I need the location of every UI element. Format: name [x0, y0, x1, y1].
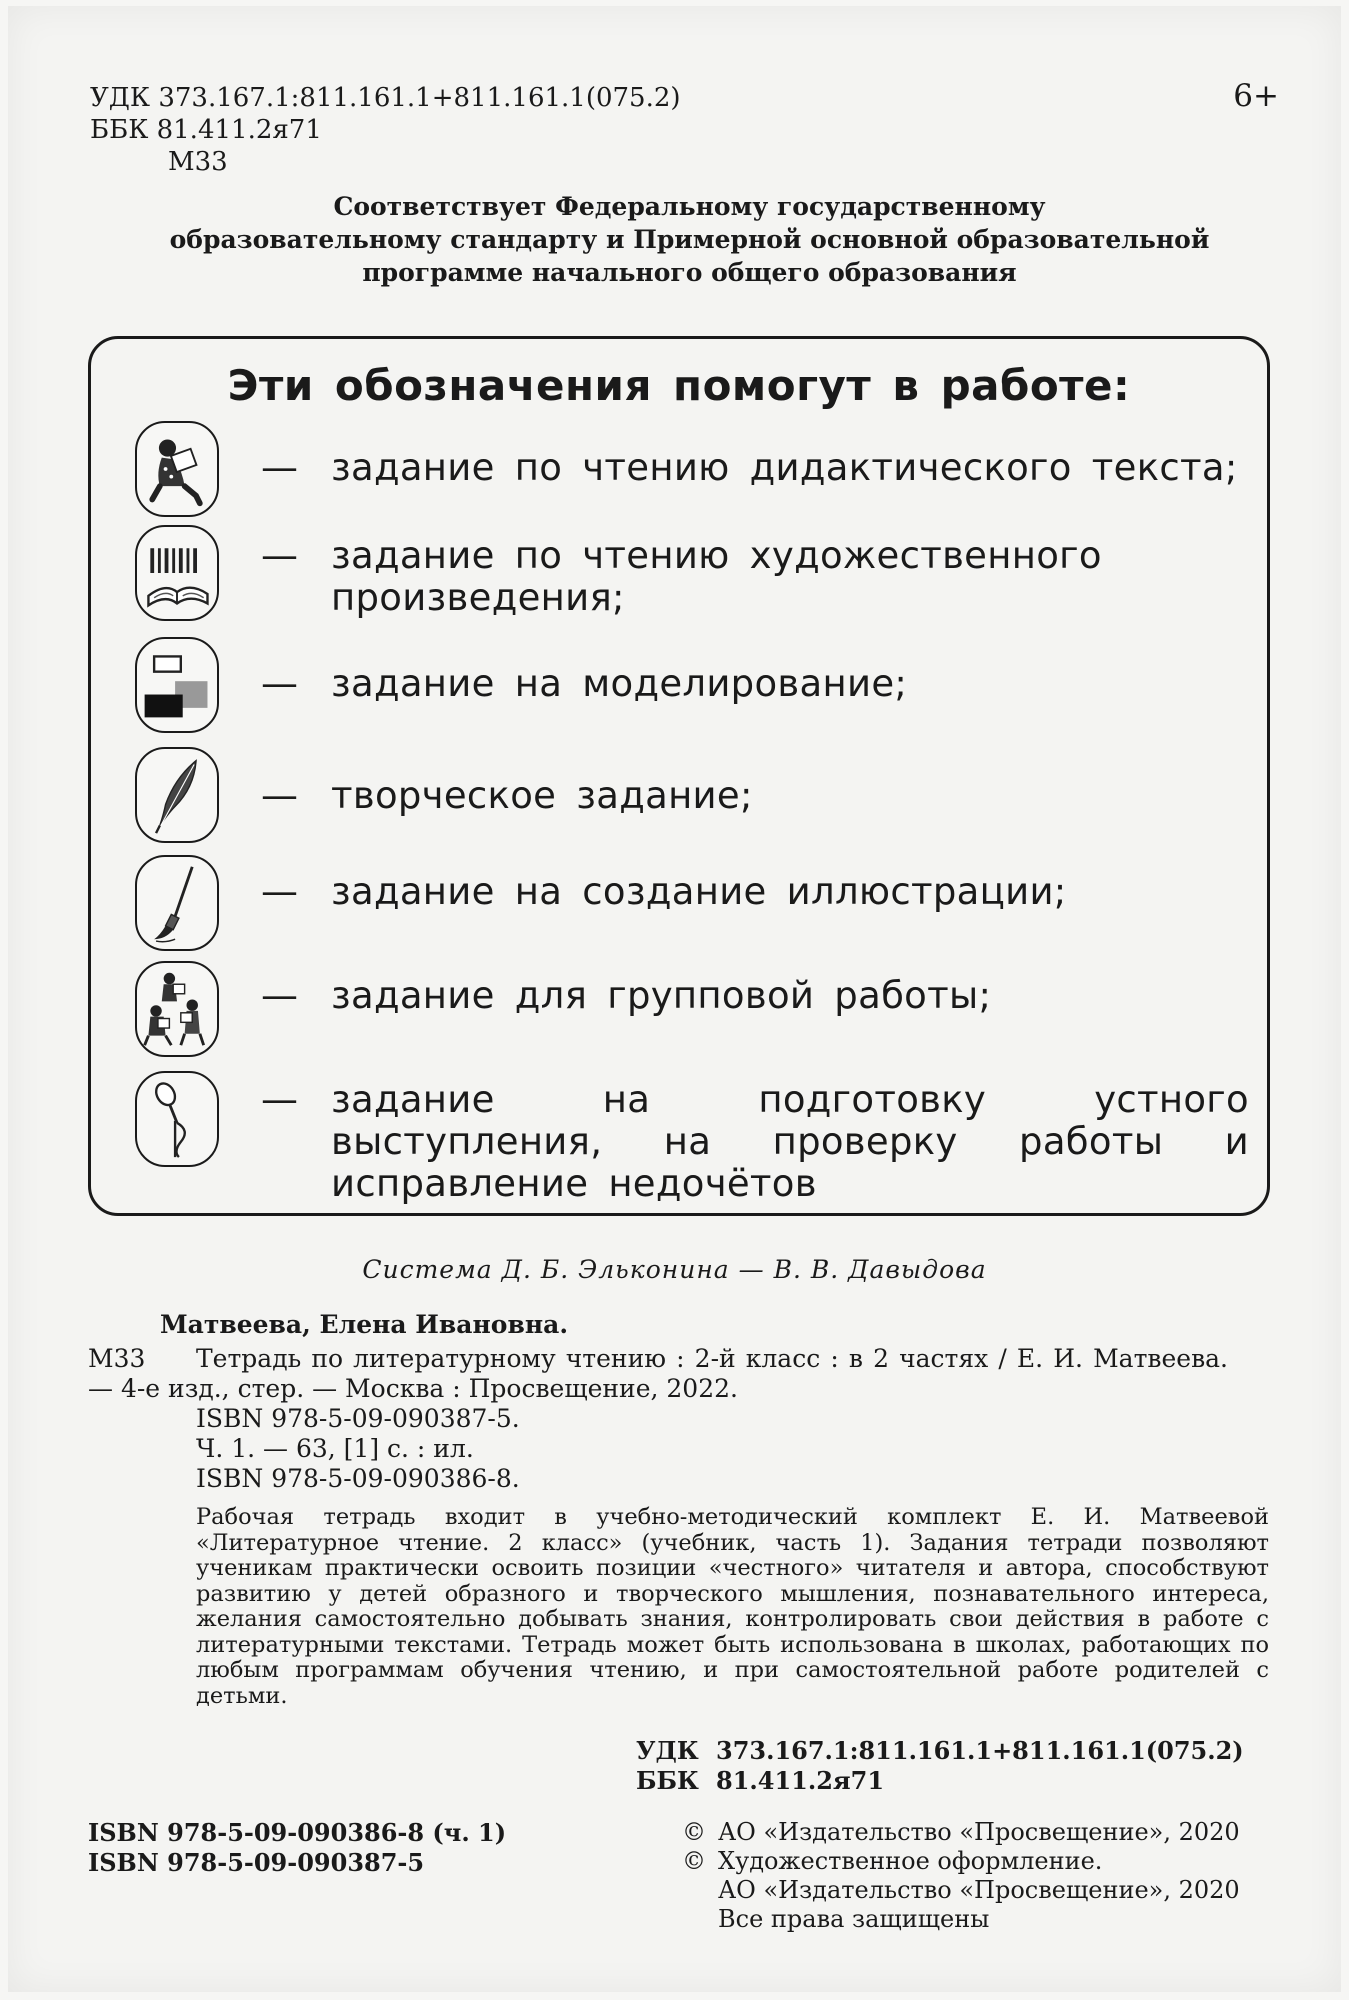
legend-item-text: задание по чтению дидактического текста; [331, 446, 1238, 489]
quill-feather-icon [135, 747, 219, 843]
copyright-line-2: Художественное оформление. [718, 1847, 1103, 1875]
isbn-complete: ISBN 978-5-09-090387-5 [88, 1848, 425, 1877]
legend-item-5 [261, 871, 1249, 913]
modeling-blocks-icon [135, 637, 219, 733]
legend-item-2 [261, 535, 1249, 619]
method-system: Система Д. Б. Эльконина — В. В. Давыдова [362, 1255, 987, 1284]
standard-compliance [90, 190, 1289, 289]
udk-header [90, 82, 681, 178]
legend-item-text: задание на подготовку устного выступления, на проверку работы и исправление недочётов [331, 1078, 1249, 1205]
reading-child-icon [135, 421, 219, 517]
legend-item-6 [261, 975, 1249, 1017]
author-code: М33 [168, 147, 228, 177]
annotation: Рабочая тетрадь входит в учебно-методический комплект Е. И. Матвеевой «Литературное чтение. 2 класс» (учебник, часть 1). Задания тетради позволяют ученикам практически освоить позиции «честного» читателя и автора, способствуют развитию у детей образного и творческого мышления, познавательного интереса, желания самостоятельно добывать знания, контролировать свои действия в работе с литературными текстами. Тетрадь может быть использована в школах, работающих по любым программам обучения чтению, и при самостоятельной работе родителей с детьми. [196, 1504, 1269, 1709]
legend-item-4 [261, 775, 1249, 817]
legend-dash: — [261, 870, 299, 913]
bbk-label: ББК [636, 1766, 699, 1795]
legend-dash: — [261, 974, 299, 1017]
copyright-symbol: © [682, 1847, 706, 1875]
legend-item-text: задание по чтению художественного произведения; [331, 534, 1102, 619]
legend-item-text: задание на создание иллюстрации; [331, 870, 1067, 913]
legend-item-text: творческое задание; [331, 774, 753, 817]
legend-box [88, 336, 1270, 1216]
legend-item-3 [261, 663, 1249, 705]
copyright-symbol: © [682, 1818, 706, 1846]
standard-line-3: программе начального общего образования [362, 258, 1017, 287]
author-name: Матвеева, Елена Ивановна. [160, 1310, 569, 1339]
classification-bottom [636, 1736, 1244, 1796]
copyright-line-3: АО «Издательство «Просвещение», 2020 [718, 1876, 1240, 1904]
isbn-block [88, 1818, 506, 1878]
isbn-part: ISBN 978-5-09-090386-8. [196, 1464, 520, 1493]
age-rating: 6+ [1233, 78, 1279, 114]
reference-details [196, 1404, 520, 1494]
standard-line-1: Соответствует Федеральному государственному [333, 192, 1046, 221]
legend-dash: — [261, 662, 299, 705]
legend-item-text: задание для групповой работы; [331, 974, 992, 1017]
legend-dash: — [261, 1078, 299, 1121]
bbk-value: 81.411.2я71 [716, 1766, 885, 1795]
legend-dash: — [261, 446, 299, 489]
paintbrush-icon [135, 855, 219, 951]
legend-dash: — [261, 534, 299, 577]
legend-title: Эти обозначения помогут в работе: [227, 361, 1131, 410]
part-info: Ч. 1. — 63, [1] с. : ил. [196, 1434, 474, 1463]
copyright-block [682, 1818, 1240, 1934]
isbn-part-1: ISBN 978-5-09-090386-8 (ч. 1) [88, 1818, 507, 1847]
legend-item-1 [261, 447, 1249, 489]
author-mark: М33 [88, 1344, 146, 1373]
group-reading-icon [135, 961, 219, 1057]
copyright-line-1: АО «Издательство «Просвещение», 2020 [718, 1818, 1240, 1846]
standard-line-2: образовательному стандарту и Примерной основной образовательной [169, 225, 1210, 254]
udk-value: 373.167.1:811.161.1+811.161.1(075.2) [716, 1736, 1244, 1765]
book-reference: Тетрадь по литературному чтению : 2-й класс : в 2 частях / Е. И. Матвеева. — 4-е изд., стер. — Москва : Просвещение, 2022. [88, 1344, 1228, 1403]
copyright-line-4: Все права защищены [718, 1905, 990, 1933]
open-book-icon [135, 525, 219, 621]
bbk-code: ББК 81.411.2я71 [90, 115, 322, 145]
legend-item-text: задание на моделирование; [331, 662, 908, 705]
legend-dash: — [261, 774, 299, 817]
isbn-main: ISBN 978-5-09-090387-5. [196, 1404, 520, 1433]
udk-label: УДК [636, 1736, 699, 1765]
microphone-icon [135, 1071, 219, 1167]
udk-code: УДК 373.167.1:811.161.1+811.161.1(075.2) [90, 83, 681, 113]
legend-item-7 [261, 1079, 1249, 1205]
